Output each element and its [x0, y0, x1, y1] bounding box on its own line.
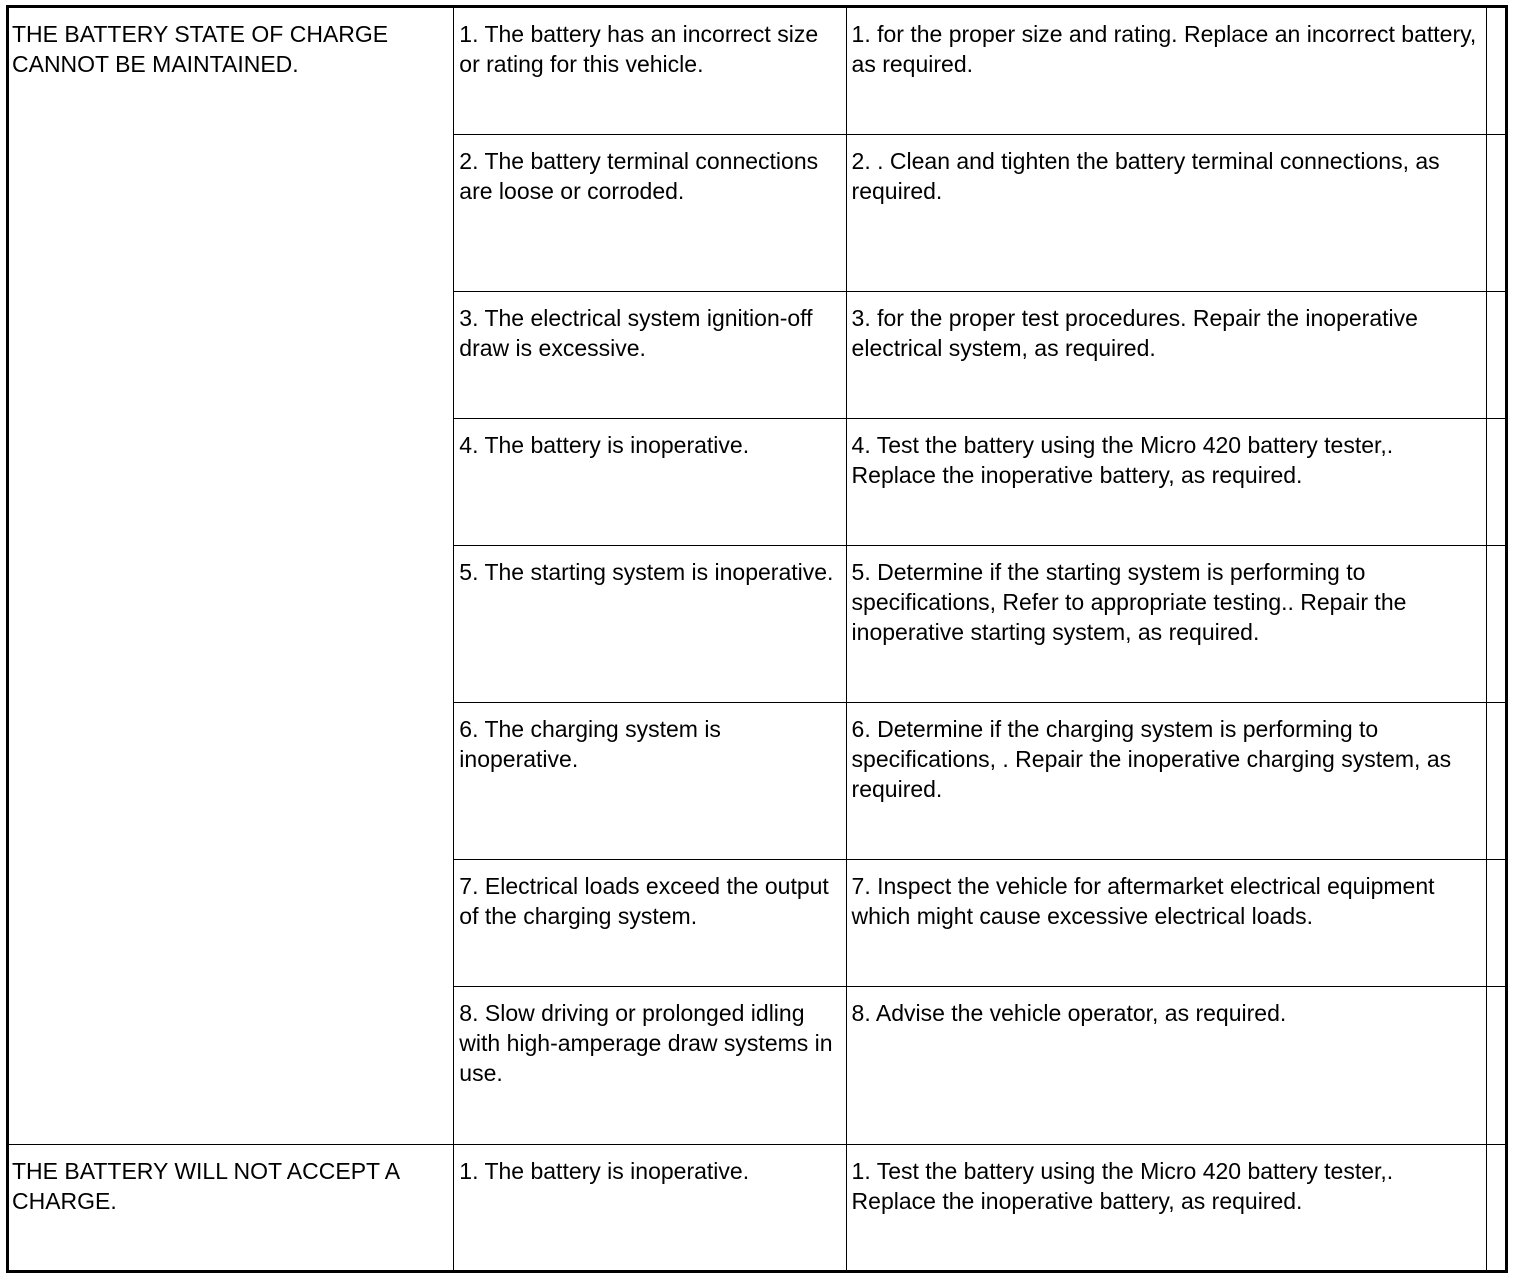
cause-cell: 4. The battery is inoperative. — [454, 419, 846, 546]
action-cell: 7. Inspect the vehicle for aftermarket electrical equipment which might cause excessive electrical loads. — [846, 860, 1486, 987]
cause-cell: 5. The starting system is inoperative. — [454, 546, 846, 703]
filler-cell — [1486, 1145, 1506, 1272]
cause-cell: 3. The electrical system ignition-off draw is excessive. — [454, 292, 846, 419]
filler-cell — [1486, 7, 1506, 135]
filler-cell — [1486, 546, 1506, 703]
condition-cell: THE BATTERY WILL NOT ACCEPT A CHARGE. — [8, 1145, 454, 1272]
cause-cell: 7. Electrical loads exceed the output of the charging system. — [454, 860, 846, 987]
action-cell: 2. . Clean and tighten the battery terminal connections, as required. — [846, 135, 1486, 292]
table-row — [8, 1145, 1507, 1272]
action-cell: 1. for the proper size and rating. Replace an incorrect battery, as required. — [846, 7, 1486, 135]
action-cell: 4. Test the battery using the Micro 420 battery tester,. Replace the inoperative battery, as required. — [846, 419, 1486, 546]
table-row — [8, 7, 1507, 135]
cause-cell: 1. The battery has an incorrect size or rating for this vehicle. — [454, 7, 846, 135]
action-cell: 8. Advise the vehicle operator, as required. — [846, 987, 1486, 1145]
filler-cell — [1486, 987, 1506, 1145]
cause-cell: 8. Slow driving or prolonged idling with high-amperage draw systems in use. — [454, 987, 846, 1145]
filler-cell — [1486, 135, 1506, 292]
cause-cell: 6. The charging system is inoperative. — [454, 703, 846, 860]
action-cell: 3. for the proper test procedures. Repair the inoperative electrical system, as required. — [846, 292, 1486, 419]
cause-cell: 2. The battery terminal connections are loose or corroded. — [454, 135, 846, 292]
cause-cell: 1. The battery is inoperative. — [454, 1145, 846, 1272]
filler-cell — [1486, 703, 1506, 860]
filler-cell — [1486, 292, 1506, 419]
action-cell: 1. Test the battery using the Micro 420 battery tester,. Replace the inoperative battery, as required. — [846, 1145, 1486, 1272]
filler-cell — [1486, 419, 1506, 546]
diagnosis-table — [6, 5, 1508, 1273]
filler-cell — [1486, 860, 1506, 987]
condition-cell: THE BATTERY STATE OF CHARGE CANNOT BE MAINTAINED. — [8, 7, 454, 1145]
action-cell: 5. Determine if the starting system is performing to specifications, Refer to appropriate testing.. Repair the inoperative starting system, as required. — [846, 546, 1486, 703]
action-cell: 6. Determine if the charging system is performing to specifications, . Repair the inoperative charging system, as required. — [846, 703, 1486, 860]
